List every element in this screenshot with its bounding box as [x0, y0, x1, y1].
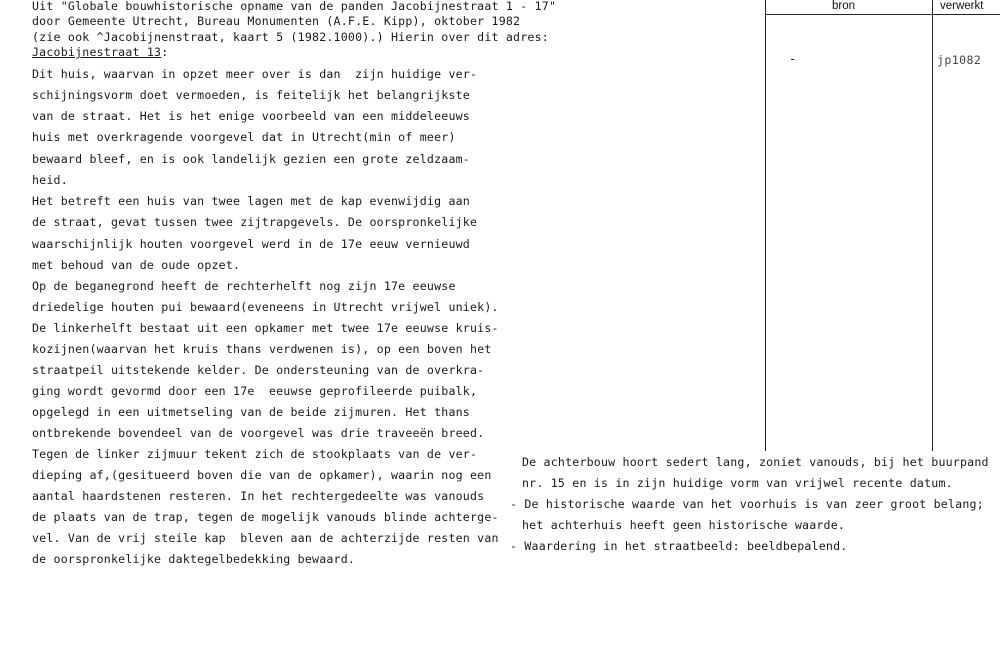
- body-line: de straat, gevat tussen twee zijtrapgevels. De oorspronkelijke: [32, 215, 478, 229]
- body-line: van de straat. Het is het enige voorbeeld van een middeleeuws: [32, 109, 470, 123]
- body-line: de oorspronkelijke daktegelbedekking bewaard.: [32, 552, 356, 566]
- right-line: De achterbouw hoort sedert lang, zoniet vanouds, bij het buurpand: [522, 455, 989, 469]
- header-line-2: door Gemeente Utrecht, Bureau Monumenten (A.F.E. Kipp), oktober 1982: [32, 14, 521, 28]
- table-left-border: [765, 0, 766, 451]
- body-line: de plaats van de trap, tegen de mogelijk vanouds blinde achterge-: [32, 510, 499, 524]
- body-line: driedelige houten pui bewaard(eveneens in Utrecht vrijwel uniek).: [32, 300, 499, 314]
- header-line-1: Uit "Globale bouwhistorische opname van de panden Jacobijnestraat 1 - 17": [32, 0, 557, 13]
- subject-title: Jacobijnestraat 13: [32, 45, 162, 59]
- body-line: bewaard bleef, en is ook landelijk gezien een grote zeldzaam-: [32, 152, 470, 166]
- body-line: Dit huis, waarvan in opzet meer over is dan zijn huidige ver-: [32, 67, 478, 81]
- column-header-verwerkt: verwerkt: [940, 0, 984, 12]
- body-line: vel. Van de vrij steile kap bleven aan de achterzijde resten van: [32, 531, 499, 545]
- body-line: aantal haardstenen resteren. In het rechtergedeelte was vanouds: [32, 489, 485, 503]
- body-line: kozijnen(waarvan het kruis thans verdwenen is), op een boven het: [32, 342, 492, 356]
- body-line: dieping af,(gesitueerd boven die van de opkamer), waarin nog een: [32, 468, 492, 482]
- body-line: straatpeil uitstekende kelder. De ondersteuning van de overkra-: [32, 363, 485, 377]
- right-line: - De historische waarde van het voorhuis is van zeer groot belang;: [510, 497, 984, 511]
- table-divider: [932, 0, 933, 451]
- right-line: nr. 15 en is in zijn huidige vorm van vrijwel recente datum.: [522, 476, 953, 490]
- body-line: ontbrekende bovendeel van de voorgevel was drie traveeën breed.: [32, 426, 485, 440]
- header-line-3: (zie ook ^Jacobijnenstraat, kaart 5 (1982.1000).) Hierin over dit adres:: [32, 30, 549, 44]
- body-line: waarschijnlijk houten voorgevel werd in de 17e eeuw vernieuwd: [32, 237, 470, 251]
- body-line: huis met overkragende voorgevel dat in Utrecht(min of meer): [32, 130, 456, 144]
- body-line: schijningsvorm doet vermoeden, is feitelijk het belangrijkste: [32, 88, 470, 102]
- table-header-rule: [766, 14, 1000, 15]
- right-line: het achterhuis heeft geen historische waarde.: [522, 518, 846, 532]
- body-line: ging wordt gevormd door een 17e eeuwse geprofileerde puibalk,: [32, 384, 478, 398]
- subject-heading: [32, 46, 168, 59]
- subject-colon: :: [161, 45, 169, 59]
- body-line: Tegen de linker zijmuur tekent zich de stookplaats van de ver-: [32, 447, 478, 461]
- body-line: heid.: [32, 173, 68, 187]
- column-header-bron: bron: [832, 0, 856, 12]
- body-line: opgelegd in een uitmetseling van de beide zijmuren. Het thans: [32, 405, 470, 419]
- body-line: met behoud van de oude opzet.: [32, 258, 241, 272]
- body-line: Het betreft een huis van twee lagen met de kap evenwijdig aan: [32, 194, 470, 208]
- table-cell-verwerkt: jp1082: [937, 53, 982, 67]
- body-line: Op de beganegrond heeft de rechterhelft nog zijn 17e eeuwse: [32, 279, 456, 293]
- table-cell-bron: -: [789, 52, 797, 66]
- body-line: De linkerhelft bestaat uit een opkamer met twee 17e eeuwse kruis-: [32, 321, 499, 335]
- right-line: - Waardering in het straatbeeld: beeldbepalend.: [510, 539, 848, 553]
